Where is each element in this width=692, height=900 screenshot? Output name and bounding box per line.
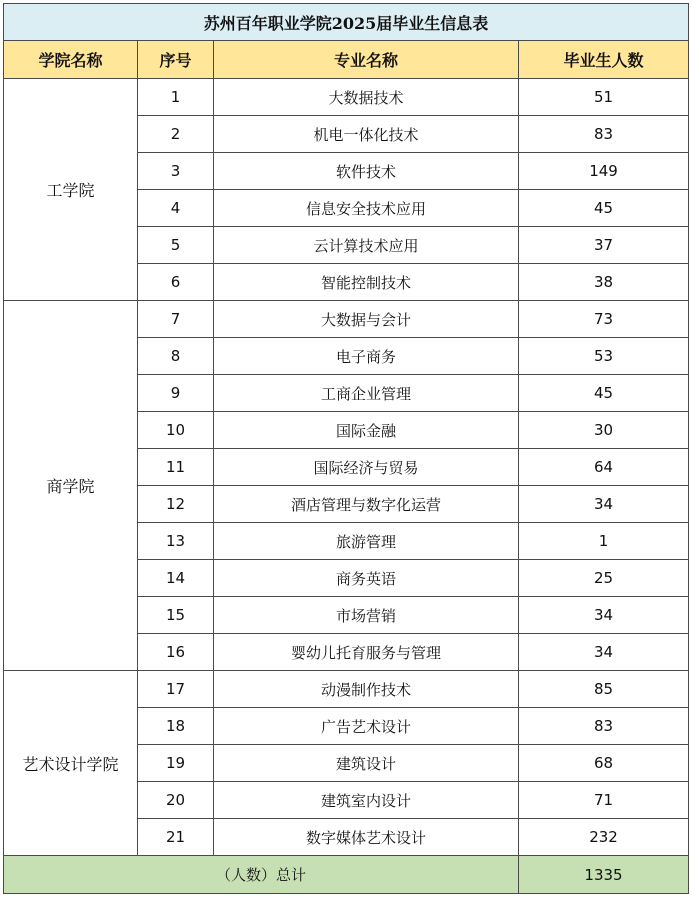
header-college: 学院名称 <box>4 41 138 79</box>
table-row <box>4 671 689 708</box>
major-name-cell: 信息安全技术应用 <box>214 190 519 227</box>
total-label: （人数）总计 <box>4 856 519 894</box>
serial-cell: 12 <box>138 486 214 523</box>
serial-cell: 4 <box>138 190 214 227</box>
total-row <box>4 856 689 894</box>
major-name-cell: 大数据技术 <box>214 79 519 116</box>
major-name-cell: 市场营销 <box>214 597 519 634</box>
major-name-cell: 电子商务 <box>214 338 519 375</box>
graduate-count-cell: 37 <box>519 227 689 264</box>
serial-cell: 6 <box>138 264 214 301</box>
graduate-count-cell: 34 <box>519 597 689 634</box>
college-name-cell: 商学院 <box>4 301 138 671</box>
header-no: 序号 <box>138 41 214 79</box>
graduate-count-cell: 73 <box>519 301 689 338</box>
serial-cell: 16 <box>138 634 214 671</box>
graduate-count-cell: 51 <box>519 79 689 116</box>
header-row <box>4 41 689 79</box>
total-value: 1335 <box>519 856 689 894</box>
major-name-cell: 智能控制技术 <box>214 264 519 301</box>
serial-cell: 18 <box>138 708 214 745</box>
graduate-count-cell: 1 <box>519 523 689 560</box>
graduate-count-cell: 83 <box>519 116 689 153</box>
serial-cell: 14 <box>138 560 214 597</box>
graduate-count-cell: 71 <box>519 782 689 819</box>
header-major: 专业名称 <box>214 41 519 79</box>
graduate-count-cell: 25 <box>519 560 689 597</box>
major-name-cell: 旅游管理 <box>214 523 519 560</box>
title-row <box>4 4 689 41</box>
graduate-count-cell: 149 <box>519 153 689 190</box>
major-name-cell: 建筑设计 <box>214 745 519 782</box>
major-name-cell: 动漫制作技术 <box>214 671 519 708</box>
table-title: 苏州百年职业学院2025届毕业生信息表 <box>4 4 689 41</box>
serial-cell: 17 <box>138 671 214 708</box>
graduate-info-table <box>3 3 689 894</box>
graduate-count-cell: 85 <box>519 671 689 708</box>
serial-cell: 21 <box>138 819 214 856</box>
major-name-cell: 云计算技术应用 <box>214 227 519 264</box>
serial-cell: 10 <box>138 412 214 449</box>
graduate-count-cell: 45 <box>519 375 689 412</box>
serial-cell: 9 <box>138 375 214 412</box>
major-name-cell: 国际经济与贸易 <box>214 449 519 486</box>
graduate-count-cell: 34 <box>519 486 689 523</box>
serial-cell: 20 <box>138 782 214 819</box>
major-name-cell: 商务英语 <box>214 560 519 597</box>
serial-cell: 13 <box>138 523 214 560</box>
serial-cell: 8 <box>138 338 214 375</box>
serial-cell: 2 <box>138 116 214 153</box>
major-name-cell: 建筑室内设计 <box>214 782 519 819</box>
table-row <box>4 79 689 116</box>
graduate-count-cell: 64 <box>519 449 689 486</box>
graduate-count-cell: 53 <box>519 338 689 375</box>
serial-cell: 5 <box>138 227 214 264</box>
major-name-cell: 工商企业管理 <box>214 375 519 412</box>
major-name-cell: 国际金融 <box>214 412 519 449</box>
college-name-cell: 工学院 <box>4 79 138 301</box>
major-name-cell: 婴幼儿托育服务与管理 <box>214 634 519 671</box>
graduate-count-cell: 232 <box>519 819 689 856</box>
major-name-cell: 软件技术 <box>214 153 519 190</box>
serial-cell: 19 <box>138 745 214 782</box>
major-name-cell: 数字媒体艺术设计 <box>214 819 519 856</box>
header-count: 毕业生人数 <box>519 41 689 79</box>
serial-cell: 7 <box>138 301 214 338</box>
serial-cell: 3 <box>138 153 214 190</box>
college-name-cell: 艺术设计学院 <box>4 671 138 856</box>
graduate-count-cell: 68 <box>519 745 689 782</box>
serial-cell: 1 <box>138 79 214 116</box>
table-row <box>4 301 689 338</box>
major-name-cell: 机电一体化技术 <box>214 116 519 153</box>
graduate-count-cell: 45 <box>519 190 689 227</box>
graduate-count-cell: 34 <box>519 634 689 671</box>
serial-cell: 15 <box>138 597 214 634</box>
major-name-cell: 广告艺术设计 <box>214 708 519 745</box>
serial-cell: 11 <box>138 449 214 486</box>
graduate-count-cell: 38 <box>519 264 689 301</box>
graduate-count-cell: 83 <box>519 708 689 745</box>
major-name-cell: 大数据与会计 <box>214 301 519 338</box>
graduate-count-cell: 30 <box>519 412 689 449</box>
major-name-cell: 酒店管理与数字化运营 <box>214 486 519 523</box>
